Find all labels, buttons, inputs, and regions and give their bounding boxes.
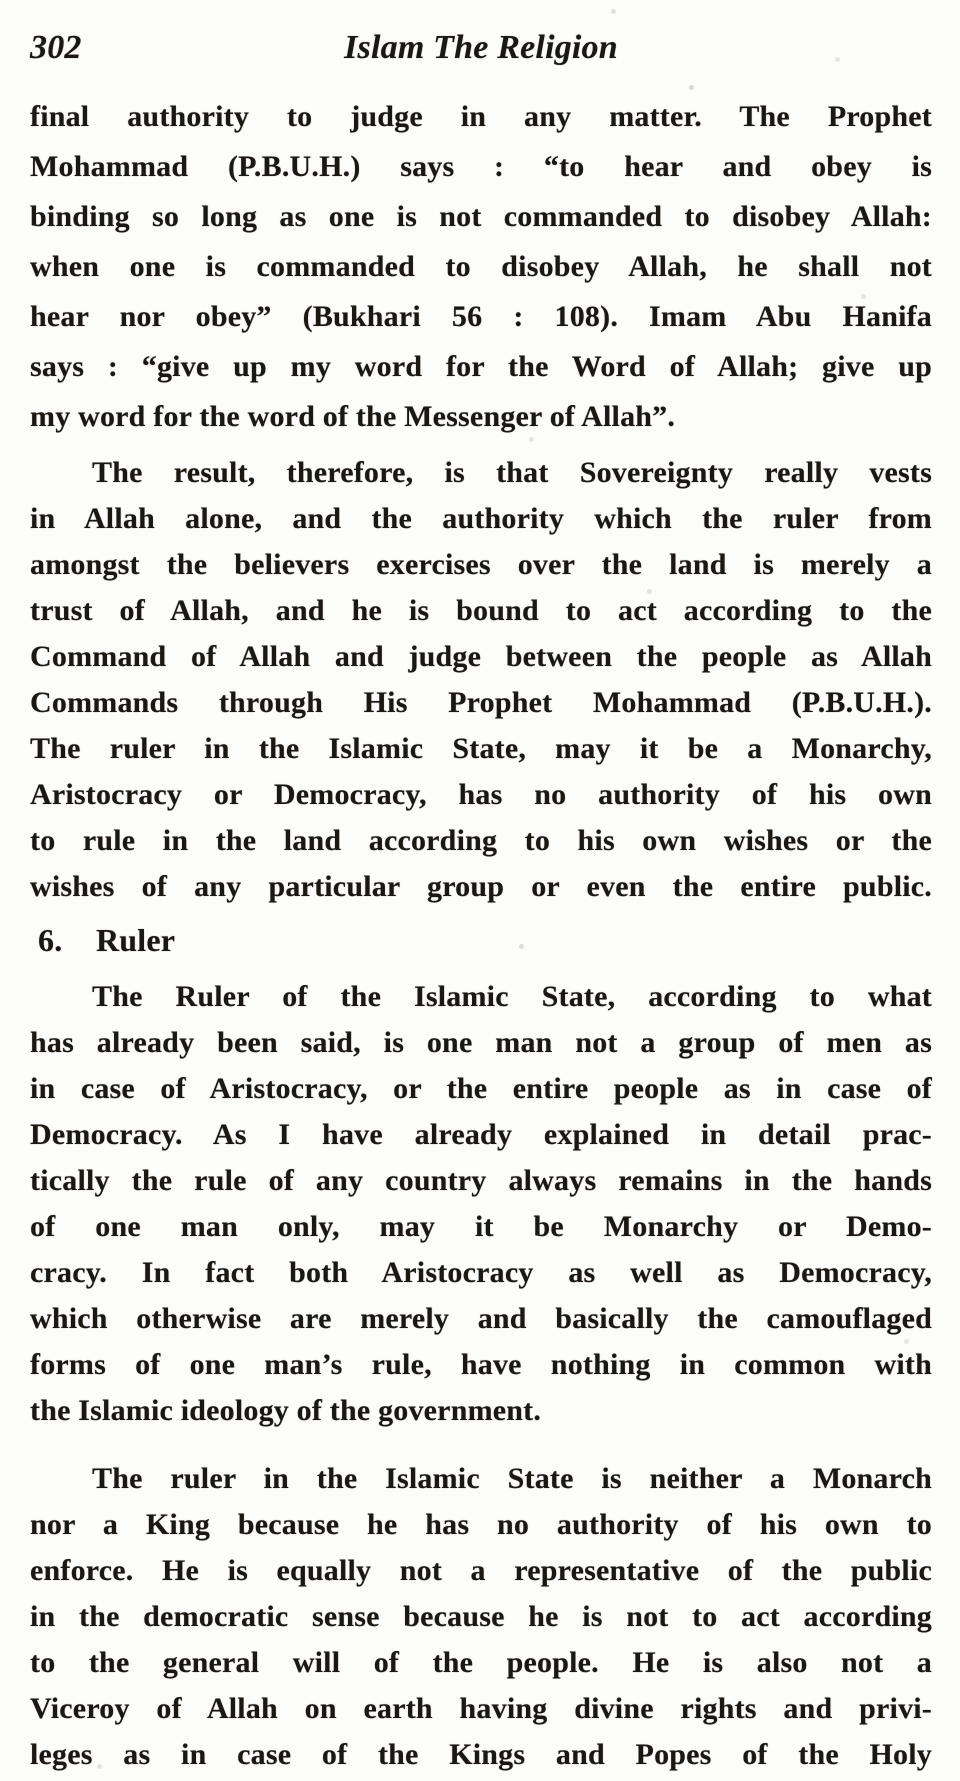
text-line: says : “give up my word for the Word of Allah; give up [30, 350, 932, 383]
text-line: The ruler in the Islamic State is neither a Monarch [92, 1462, 932, 1495]
text-line: leges as in case of the Kings and Popes of the Holy [30, 1738, 932, 1771]
text-line: in case of Aristocracy, or the entire people as in case of [30, 1072, 932, 1105]
section-number: 6. [38, 922, 63, 958]
text-line: my word for the word of the Messenger of Allah”. [30, 400, 676, 433]
paragraph [30, 1456, 932, 1778]
paragraph [30, 92, 932, 442]
text-line: Viceroy of Allah on earth having divine rights and privi- [30, 1692, 932, 1725]
section-heading [30, 918, 932, 962]
text-line: Aristocracy or Democracy, has no authority of his own [30, 778, 932, 811]
running-title: Islam The Religion [344, 29, 618, 66]
text-line: tically the rule of any country always remains in the hands [30, 1164, 932, 1197]
text-line: amongst the believers exercises over the land is merely a [30, 548, 932, 581]
section-title: Ruler [96, 922, 176, 958]
page-number: 302 [30, 29, 82, 66]
paragraph [30, 974, 932, 1434]
page-header [30, 24, 932, 72]
paragraph [30, 450, 932, 910]
text-line: The ruler in the Islamic State, may it be a Monarchy, [30, 732, 932, 765]
text-line: Democracy. As I have already explained in detail prac- [30, 1118, 932, 1151]
text-line: forms of one man’s rule, have nothing in common with [30, 1348, 932, 1381]
text-line: in the democratic sense because he is not to act according [30, 1600, 932, 1633]
text-line: enforce. He is equally not a representative of the public [30, 1554, 932, 1587]
text-line: has already been said, is one man not a group of men as [30, 1026, 932, 1059]
text-line: cracy. In fact both Aristocracy as well as Democracy, [30, 1256, 932, 1289]
text-line: of one man only, may it be Monarchy or Demo- [30, 1210, 932, 1243]
text-line: which otherwise are merely and basically the camouflaged [30, 1302, 932, 1335]
text-line: to rule in the land according to his own wishes or the [30, 824, 932, 857]
text-line: to the general will of the people. He is also not a [30, 1646, 932, 1679]
text-line: binding so long as one is not commanded to disobey Allah: [30, 200, 932, 233]
text-line: trust of Allah, and he is bound to act according to the [30, 594, 932, 627]
text-line: nor a King because he has no authority of his own to [30, 1508, 932, 1541]
text-line: The result, therefore, is that Sovereignty really vests [92, 456, 932, 489]
text-line: The Ruler of the Islamic State, according to what [92, 980, 932, 1013]
text-line: wishes of any particular group or even the entire public. [30, 870, 932, 903]
text-line: when one is commanded to disobey Allah, he shall not [30, 250, 932, 283]
text-line: in Allah alone, and the authority which the ruler from [30, 502, 932, 535]
text-line: Commands through His Prophet Mohammad (P.B.U.H.). [30, 686, 932, 719]
page-body [30, 92, 932, 1778]
scan-speckles [0, 0, 3, 3]
text-line: Mohammad (P.B.U.H.) says : “to hear and obey is [30, 150, 932, 183]
text-line: final authority to judge in any matter. The Prophet [30, 100, 932, 133]
text-line: Command of Allah and judge between the people as Allah [30, 640, 932, 673]
text-line: hear nor obey” (Bukhari 56 : 108). Imam Abu Hanifa [30, 300, 932, 333]
text-line: the Islamic ideology of the government. [30, 1394, 542, 1427]
